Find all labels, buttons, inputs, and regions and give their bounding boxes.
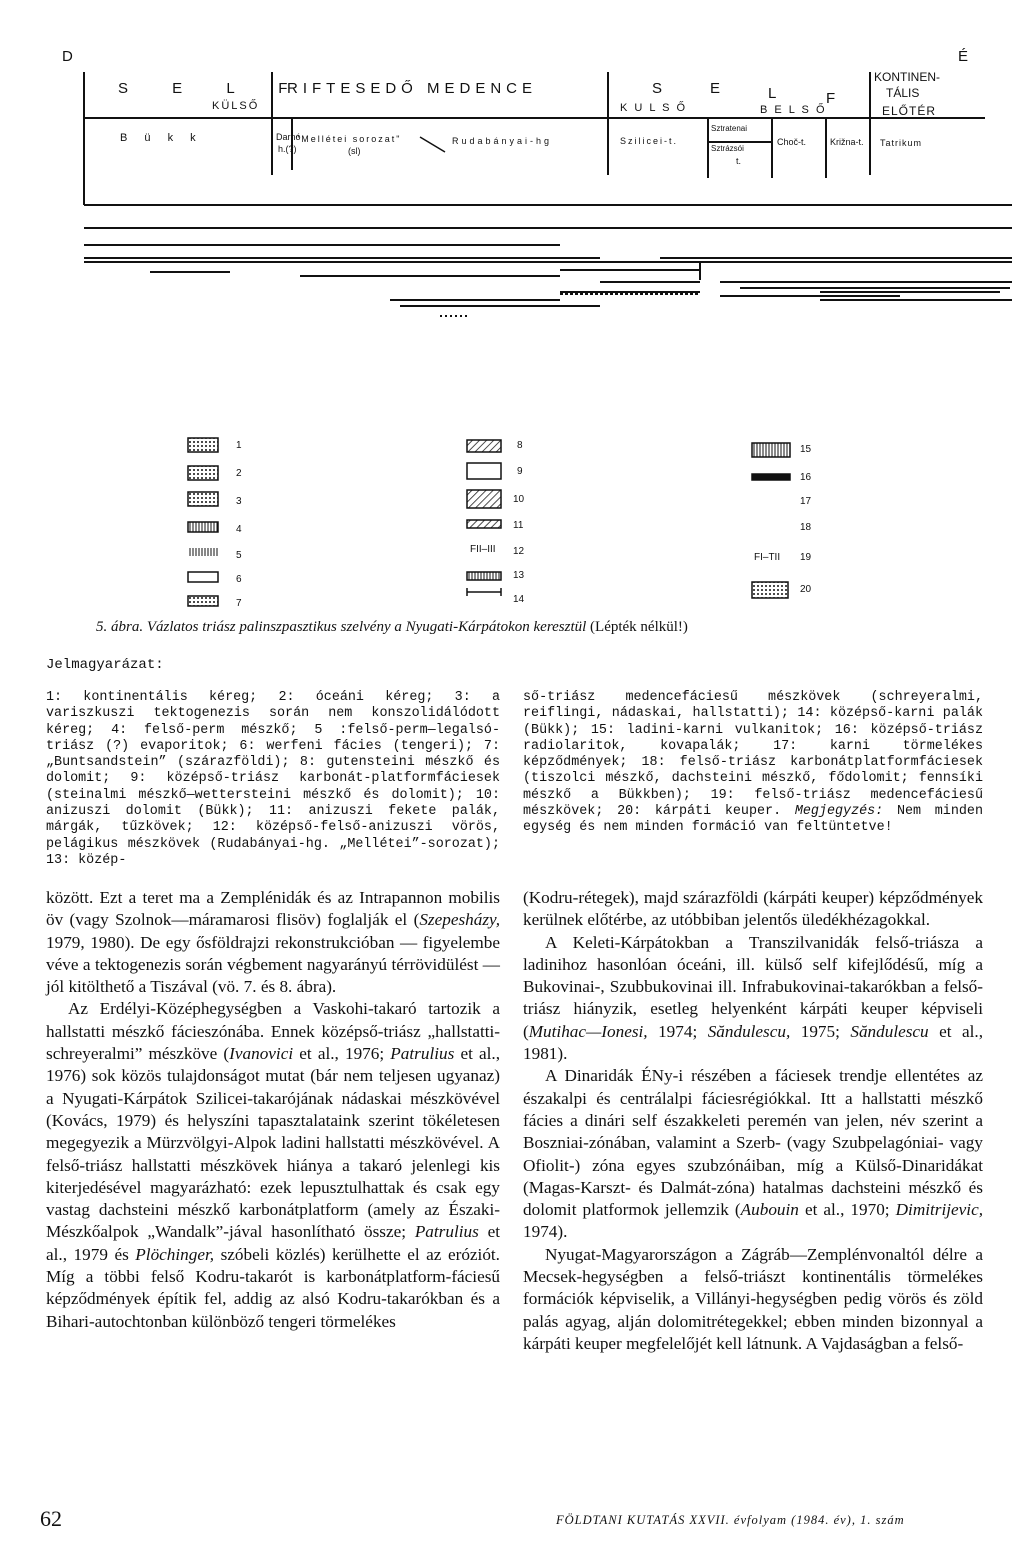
citation: Dimitrijevic, <box>895 1200 983 1220</box>
cross-section-lines <box>0 0 1024 660</box>
legend-num-17: 17 <box>800 496 812 507</box>
text-span: et al., 1976; <box>293 1044 391 1064</box>
legend-note-label: Megjegyzés: <box>794 804 884 820</box>
legend-title: Jelmagyarázat: <box>46 657 164 673</box>
legend-num-13: 13 <box>513 570 525 581</box>
legend-num-11: 11 <box>513 520 524 531</box>
body-column-left <box>46 887 500 1333</box>
legend-note-text: Nem minden egység és nem minden formáció van feltüntetve! <box>523 804 983 836</box>
body-right-paragraph-1: (Kodru-rétegek), majd szárazföldi (kárpáti keuper) képződmények kerülnek előtérbe, az utóbbiban jelentős üledékhézagokkal. <box>523 888 983 930</box>
text-span: 1974; <box>647 1021 708 1041</box>
header-left-self: S E L F <box>118 80 308 97</box>
text-span: et al., 1976) sok közös tulajdonságot mutat (bár nem teljesen ugyanaz) a Nyugati-Kárpátok Szilicei-takarójának nádaskai mészkövével (Kovács, 1979) és helyszíni tapasztalataink szerint tökéletesen megegyezik a Mürzvölgyi-Alpok ladini hallstatti mészkövével. A felső-triász hallstatti mészkövek hiánya a takaró jelenlegi kis kiterjedésével magyarázható: ezek lepusztulhattak és csak egy vastag dachsteini mészkő karbonátplatform (amely az Északi-Mészkőalpok „Wandalk”-jával hasonlítható össze; <box>46 1044 500 1242</box>
figure-corner-right: É <box>958 48 969 65</box>
unit-darno-1: Darnó <box>276 132 301 142</box>
text-span: A Dinaridák ÉNy-i részében a fáciesek trendje ellentétes az északalpi és centrálalpi fáciesrégiókkal. Itt a hallstatti mészkő fácies a dinári self északkeleti peremén van jelen, név szerint a Boszniai-zónában, valamint a Szerb- (vagy Szubpelagóniai- vagy Ofiolit-) zóna egyes szubzónáiban, míg a Külső-Dinaridákat (Magas-Karszt- és Dalmát-zóna) hatalmas dachsteini mészkő és dolomit platformok jellemzik ( <box>523 1066 983 1220</box>
unit-mellete-2: (sl) <box>348 146 361 156</box>
header-right-f: F <box>826 90 840 107</box>
legend-num-8: 8 <box>517 440 523 451</box>
citation: Patrulius <box>414 1222 479 1242</box>
cross-section-figure <box>0 0 1024 660</box>
body-column-right <box>523 887 983 1355</box>
unit-darno-2: h.(?) <box>278 144 297 154</box>
unit-szilicei: Szilicei-t. <box>620 136 679 146</box>
legend-num-6: 6 <box>236 574 242 585</box>
body-right-paragraph-4: Nyugat-Magyarországon a Zágráb—Zemplénvonaltól délre a Mecsek-hegységben a felső-triászt kontinentális törmelékes formációk képviselik, a Villányi-hegységben pedig vörös és zöld palás agyag, alján dolomitrétegekkel; ebben minden bizonnyal a kárpáti keuper megfelelőjét kell látnunk. A Vajdaságban a felső- <box>523 1244 983 1353</box>
header-rift: RIFTESEDŐ MEDENCE <box>287 80 538 97</box>
text-span: Az Erdélyi-Középhegységben a Vaskohi-takaró tartozik a hallstatti mészkő fácieszónába. Ennek középső-triász „hallstatti-schreyeralmi” mészköve ( <box>46 999 500 1064</box>
legend-num-4: 4 <box>236 524 242 535</box>
text-span: szóbeli közlés) kerülhette el az eróziót. Míg a többi felső Kodru-takarót is karbonátplatform-fáciesű képződmények építik fel, addig az alsó Kodru-takarókban és a Bihari-autochtonban különböző tengeri törmelékes <box>46 1244 500 1331</box>
legend-text-right <box>523 690 983 837</box>
text-span: et al., 1981). <box>523 1021 983 1064</box>
legend-text-left: 1: kontinentális kéreg; 2: óceáni kéreg; 3: a variszkuszi tektogenezis során nem konszolidálódott kéreg; 4: felső-perm mészkő; 5 :felső-perm—legalsó-triász (?) evaporitok; 6: werfeni fácies (tengeri); 7: „Buntsandstein” (szárazföldi); 8: gutensteini mészkő és dolomit; 9: középső-triász karbonát-platformfáciesek (steinalmi mészkő—wettersteini mészkő és dolomit); 10: anizuszi dolomit (Bükk); 11: anizuszi fekete palák, márgák, tűzkövek; 12: középső-felső-anizuszi vörös, pelágikus mészkövek (Rudabányai-hg. „Mellétei”-sorozat); 13: közép- <box>46 690 500 868</box>
text-span: 1975; <box>790 1021 851 1041</box>
caption-number: 5. ábra. <box>96 619 144 635</box>
unit-strat-2: Sztrázsói <box>711 144 744 153</box>
citation: Plöchinger, <box>135 1244 215 1264</box>
figure-caption <box>96 619 1016 636</box>
citation: Szepesházy, <box>419 910 500 930</box>
legend-label-12: FII–III <box>470 544 496 555</box>
unit-bukk: B ü k k <box>120 132 203 144</box>
legend-num-18: 18 <box>800 522 812 533</box>
legend-label-19: FI–TII <box>754 552 781 563</box>
footer-journal: FÖLDTANI KUTATÁS XXVII. évfolyam (1984. év), 1. szám <box>556 1513 905 1527</box>
header-right-e: E <box>710 80 725 97</box>
citation: Săndulescu <box>850 1021 929 1041</box>
legend-num-9: 9 <box>517 466 523 477</box>
legend-num-2: 2 <box>236 468 242 479</box>
legend-num-1: 1 <box>236 440 242 451</box>
text-span: 1979, 1980). De egy ősföldrajzi rekonstrukcióban — figyelembe véve a tektogenezis során végbement nagyarányú térrövidülést — jól kitölthető a Tiszával (vö. 7. és 8. ábra). <box>46 932 500 997</box>
body-left-paragraph-1 <box>46 887 500 998</box>
legend-num-7: 7 <box>236 598 242 609</box>
body-right-paragraph-2 <box>523 932 983 1066</box>
figure-corner-left: D <box>62 48 73 65</box>
citation: Patrulius <box>390 1044 455 1064</box>
header-kontinental-3: ELŐTÉR <box>882 104 937 118</box>
body-left-paragraph-2 <box>46 998 500 1332</box>
unit-strat-3: t. <box>736 156 742 166</box>
legend-num-15: 15 <box>800 444 812 455</box>
unit-strat-1: Sztratenai <box>711 124 748 133</box>
legend-num-19: 19 <box>800 552 812 563</box>
legend-num-3: 3 <box>236 496 242 507</box>
page-number: 62 <box>40 1506 62 1531</box>
citation: Săndulescu, <box>707 1021 791 1041</box>
text-span: között. Ezt a teret ma a Zemplénidák és az Intrapannon mobilis öv (vagy Szolnok—máramarosi flisöv) foglalják el ( <box>46 888 500 930</box>
legend-num-20: 20 <box>800 584 812 595</box>
citation: Ivanovici <box>229 1044 294 1064</box>
caption-title: Vázlatos triász palinszpasztikus szelvény a Nyugati-Kárpátokon keresztül <box>146 619 587 635</box>
text-span: et al., 1979 és <box>46 1222 500 1264</box>
header-right-s: S <box>652 80 667 97</box>
header-kontinental-2: TÁLIS <box>886 86 920 100</box>
citation: Mutihac—Ionesi, <box>528 1021 648 1041</box>
header-kontinental-1: KONTINEN- <box>874 70 940 84</box>
legend-num-14: 14 <box>513 594 525 605</box>
citation: Aubouin <box>740 1200 799 1220</box>
unit-rudabanya: Rudabányai-hg <box>452 136 553 146</box>
header-right-l: L <box>768 85 781 102</box>
header-right-kulso: K U L S Ő <box>620 102 688 114</box>
legend-num-5: 5 <box>236 550 242 561</box>
unit-mellete-1: "Mellétei sorozat" <box>296 134 402 144</box>
legend-num-10: 10 <box>513 494 525 505</box>
text-span: et al., 1970; <box>798 1200 896 1220</box>
unit-krizna: Križna-t. <box>830 137 864 147</box>
legend-right-text: ső-triász medencefáciesű mészkövek (schreyeralmi, reiflingi, nádaskai, hallstatti); 14: középső-karni palák (Bükk); 15: ladini-karni vulkanitok; 16: középső-triász radiolaritok, kovapalák; 17: karni törmelékes képződmények; 18: felső-triász karbonátplatformfáciesek (tiszolci mészkő, dachsteini mészkő, fődolomit; fennsíki mészkő a Bükkben); 19: felső-triász medencefáciesű mészkövek; 20: kárpáti keuper. <box>523 690 983 820</box>
unit-choc: Choč-t. <box>777 137 807 147</box>
legend-num-12: 12 <box>513 546 525 557</box>
header-right-belso: B E L S Ő <box>760 104 827 116</box>
body-right-paragraph-3 <box>523 1065 983 1243</box>
unit-tatrikum: Tatrikum <box>880 138 923 148</box>
caption-note: (Lépték nélkül!) <box>590 619 688 635</box>
legend-num-16: 16 <box>800 472 812 483</box>
text-span: 1974). <box>523 1222 568 1242</box>
header-left-kulso: KÜLSŐ <box>212 100 260 112</box>
text-span: A Keleti-Kárpátokban a Transzilvanidák felső-triásza a ladinihoz hasonlóan óceáni, ill. külső self kifejlődésű, míg a Bukovinai-, Szubbukovinai ill. Infrabukovinai-takarókban a felső-triász hiányzik, esetleg helyenként kárpáti keuper képviseli ( <box>523 932 983 1041</box>
